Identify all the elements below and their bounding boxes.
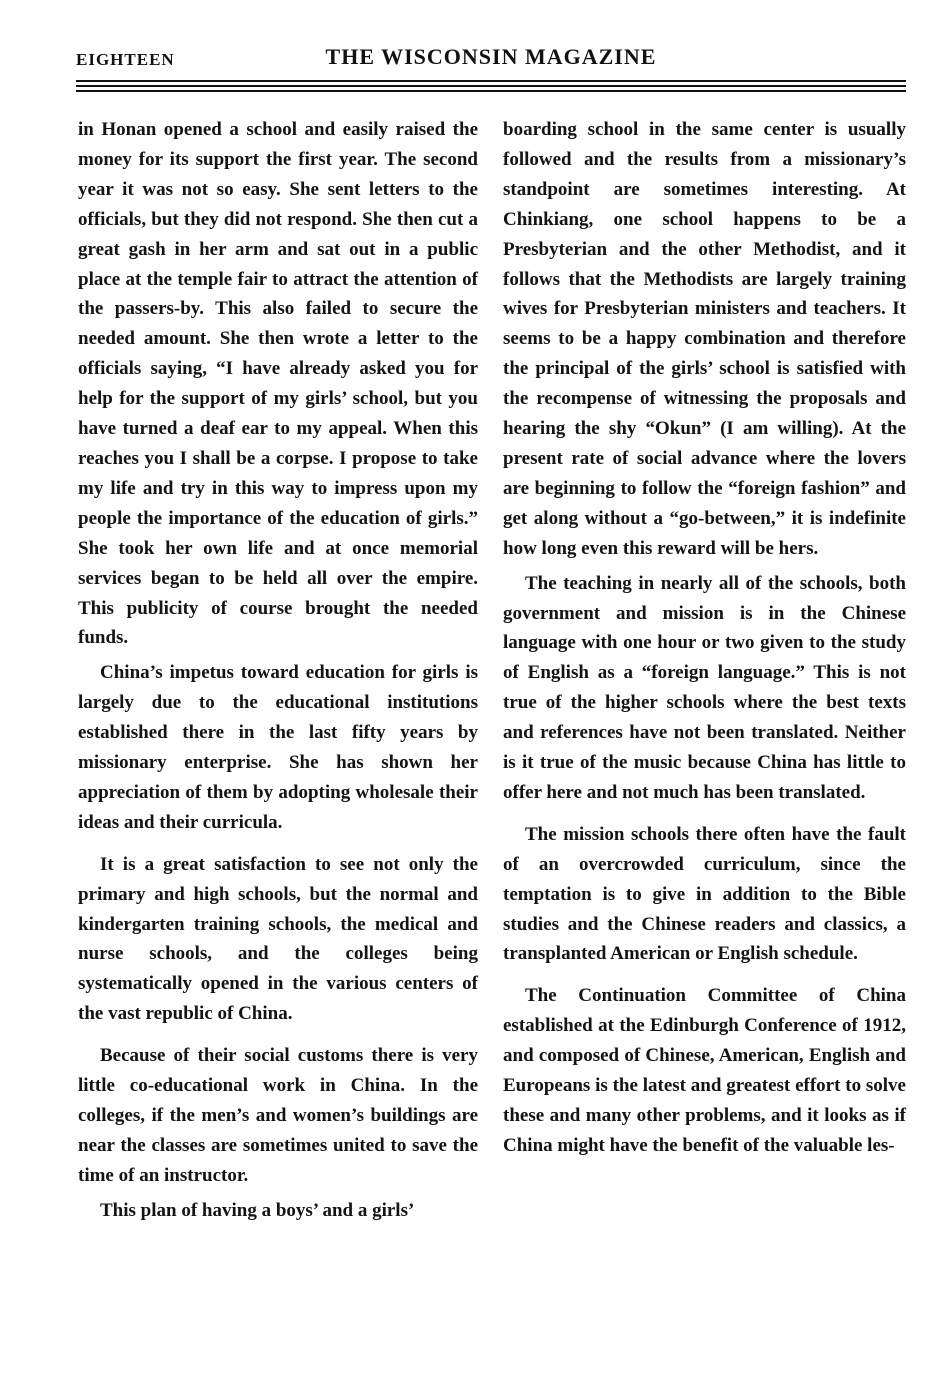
magazine-title: THE WISCONSIN MAGAZINE xyxy=(325,44,657,69)
header-rule xyxy=(76,85,906,87)
paragraph: Because of their social customs there is very little co-educational work in China. In the colleges, if the men’s and women’s buildings are near the classes are sometimes united to save the time of an instructor. xyxy=(78,1045,478,1186)
right-column xyxy=(503,115,906,1166)
paragraph: in Honan opened a school and easily raised the money for its support the first year. The second year it was not so easy. She sent letters to the officials, but they did not respond. She then cut a great gash in her arm and sat out in a public place at the temple fair to attract the attention of the passers-by. This also failed to secure the needed amount. She then wrote a letter to the officials saying, “I have already asked you for help for the support of my girls’ school, but you have turned a deaf ear to my appeal. When this reaches you I shall be a corpse. I propose to take my life and try in this way to impress upon my people the importance of the education of girls.” She took her own life and at once memorial services began to be held all over the empire. This publicity of course brought the needed funds. xyxy=(78,119,478,649)
paragraph: This plan of having a boys’ and a girls’ xyxy=(100,1199,415,1221)
paragraph: boarding school in the same center is usually followed and the results from a missionary’s standpoint are sometimes interesting. At Chinkiang, one school happens to be a Presbyterian and the other Methodist, and it follows that the Methodists are largely training wives for Presbyterian ministers and teachers. It seems to be a happy combination and therefore the principal of the girls’ school is satisfied with the recompense of witnessing the proposals and hearing the shy “Okun” (I am willing). At the present rate of social advance where the lovers are beginning to follow the “foreign fashion” and get along without a “go-between,” it is indefinite how long even this reward will be hers. xyxy=(503,119,906,559)
page-header xyxy=(76,44,906,74)
paragraph: The teaching in nearly all of the schools, both government and mission is in the Chinese language with one hour or two given to the study of English as a “foreign language.” This is not true of the higher schools where the best texts and references have not been translated. Neither is it true of the music because China has little to offer here and not much has been translated. xyxy=(503,572,906,803)
header-rule xyxy=(76,90,906,92)
paragraph: It is a great satisfaction to see not only the primary and high schools, but the normal and kindergarten training schools, the medical and nurse schools, and the colleges being systematically opened in the various centers of the vast republic of China. xyxy=(78,853,478,1025)
page-number: EIGHTEEN xyxy=(76,50,175,69)
paragraph: The Continuation Committee of China established at the Edinburgh Conference of 1912, and composed of Chinese, American, English and Europeans is the latest and greatest effort to solve these and many other problems, and it looks as if China might have the benefit of the valuable les- xyxy=(503,985,906,1156)
left-column xyxy=(78,115,478,1231)
paragraph: The mission schools there often have the fault of an overcrowded curriculum, since the temptation is to give in addition to the Bible studies and the Chinese readers and classics, a transplanted American or English schedule. xyxy=(503,823,906,965)
header-rule xyxy=(76,80,906,82)
paragraph: China’s impetus toward education for girls is largely due to the educational institutions established there in the last fifty years by missionary enterprise. She has shown her appreciation of them by adopting wholesale their ideas and their curricula. xyxy=(78,662,478,833)
